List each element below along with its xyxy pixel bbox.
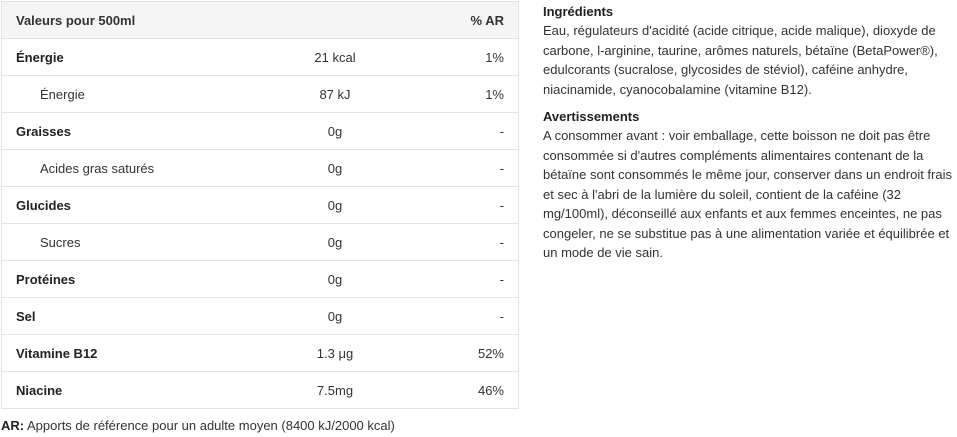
nutrition-table (1, 1, 519, 409)
ingredients-title: Ingrédients (543, 4, 614, 19)
nutrient-value: 0g (270, 298, 400, 335)
ar-footnote (1, 418, 395, 433)
table-row (2, 76, 519, 113)
nutrient-name: Énergie (2, 76, 271, 113)
product-info-panel (543, 2, 953, 271)
table-row (2, 224, 519, 261)
nutrient-value: 21 kcal (270, 39, 400, 76)
table-row (2, 372, 519, 409)
nutrient-name: Sel (2, 298, 271, 335)
nutrient-name: Énergie (2, 39, 271, 76)
nutrient-value: 0g (270, 150, 400, 187)
nutrient-value: 7.5mg (270, 372, 400, 409)
nutrient-name: Acides gras saturés (2, 150, 271, 187)
nutrient-name: Sucres (2, 224, 271, 261)
nutrient-value: 1.3 μg (270, 335, 400, 372)
nutrient-ar: - (400, 150, 519, 187)
nutrient-ar: - (400, 113, 519, 150)
footnote-text: Apports de référence pour un adulte moyen (8400 kJ/2000 kcal) (24, 418, 395, 433)
nutrient-ar: 52% (400, 335, 519, 372)
table-row (2, 261, 519, 298)
table-row (2, 150, 519, 187)
ingredients-text: Eau, régulateurs d'acidité (acide citrique, acide malique), dioxyde de carbone, l-arginine, taurine, arômes naturels, bétaïne (BetaPower®), edulcorants (sucralose, glycosides de stéviol), caféine anhydre, niacinamide, cyanocobalamine (vitamine B12). (543, 23, 938, 97)
table-row (2, 39, 519, 76)
table-header-row (2, 2, 519, 39)
nutrient-ar: 1% (400, 39, 519, 76)
table-row (2, 298, 519, 335)
warnings-title: Avertissements (543, 109, 640, 124)
nutrient-name: Glucides (2, 187, 271, 224)
nutrient-ar: - (400, 261, 519, 298)
header-value (270, 2, 400, 39)
nutrient-ar: 46% (400, 372, 519, 409)
nutrient-value: 0g (270, 187, 400, 224)
nutrient-value: 87 kJ (270, 76, 400, 113)
nutrient-name: Protéines (2, 261, 271, 298)
nutrient-ar: - (400, 298, 519, 335)
table-row (2, 113, 519, 150)
nutrient-name: Niacine (2, 372, 271, 409)
nutrient-value: 0g (270, 113, 400, 150)
nutrient-ar: - (400, 187, 519, 224)
nutrient-name: Graisses (2, 113, 271, 150)
header-ar: % AR (400, 2, 519, 39)
header-name: Valeurs pour 500ml (2, 2, 271, 39)
nutrient-ar: 1% (400, 76, 519, 113)
nutrient-value: 0g (270, 224, 400, 261)
nutrient-value: 0g (270, 261, 400, 298)
footnote-label: AR: (1, 418, 25, 433)
table-row (2, 187, 519, 224)
nutrient-ar: - (400, 224, 519, 261)
warnings-text: A consommer avant : voir emballage, cette boisson ne doit pas être consommée si d'autres compléments alimentaires contenant de la bétaïne sont consommés le même jour, conserver dans un endroit frais et sec à l'abri de la lumière du soleil, contient de la caféine (32 mg/100ml), déconseillé aux enfants et aux femmes enceintes, ne pas congeler, ne se substitue pas à une alimentation variée et équilibrée et un mode de vie sain. (543, 128, 952, 260)
table-row (2, 335, 519, 372)
nutrient-name: Vitamine B12 (2, 335, 271, 372)
